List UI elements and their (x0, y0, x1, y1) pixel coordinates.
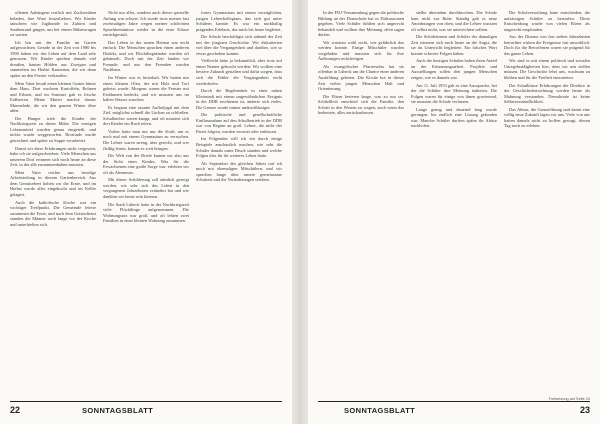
article-paragraph: Nicht nur alles, sondern auch dieser spezielle Anfang war schwer. Ich wurde trotz meiner fast zweimaligen Jahre wegen meiner schlechten Sprachkenntnisse wieder in die erste Klasse zurückgestuft. (103, 10, 189, 38)
left-page (0, 0, 292, 424)
article-paragraph: Das Leben in der neuen Heimat war nicht einfach. Die Menschen sprachen einen anderen Dialekt, und wir Flüchtlingskinder wurden oft gehänselt. Doch mit der Zeit fanden wir Freunde, und aus den Fremden wurden Nachbarn. (103, 39, 189, 73)
article-column (196, 10, 282, 400)
article-paragraph: Wir sind es mit einem politisch und sozialen Unregelmäßigkeiten hier, dem wir uns stellen müssen. Die Geschichte lehrt uns, wachsam zu bleiben und für die Freiheit einzutreten. (504, 58, 590, 81)
article-column (318, 10, 404, 400)
article-paragraph: Vorher hatte man nur nur die Kraft, um es noch mal mit einem Gymnasium zu versuchen. Die Lehrer waren streng, aber gerecht, und wer fleißig lernte, konnte es weit bringen. (103, 128, 189, 151)
article-paragraph: Im Winter war es bitterkalt. Wir hatten nur einen kleinen Ofen, der mit Holz und Torf geheizt wurde. Morgens waren die Fenster mit Eisblumen bedeckt, und wir mussten uns im kalten Wasser waschen. (103, 75, 189, 103)
article-paragraph: Im Folgenden will ich ein durch einige Beispiele anschaulich machen, wie sehr die Schüler damals unter Druck standen und welche Folgen dies für ihr weiteres Leben hatte. (196, 136, 282, 159)
page-footer (10, 401, 282, 418)
article-paragraph: Der Schulklasse Erfahrungen der Direktor in der Geschichtsbetrachtung werden heute als Mahnung verstanden. Demokratie ist keine Selbstverständlichkeit. (504, 82, 590, 105)
article-paragraph: Die Welt von der Briefe kamen wir also aus der Sicht eines Kindes. Was für die Erwachsenen eine große Sorge war, erlebten wir oft als Abenteuer. (103, 153, 189, 175)
article-paragraph: Mein Vater reichte uns freudige Arbeitsteilung in diesem Gartenbereich. Aus dem Gemüsebeet holten wir die Ernte, und im Herbst wurde alles eingekocht und im Keller gelagert. (10, 169, 96, 197)
article-paragraph: Als September des gleichen Jahres traf ich mich mit ehemaligen Mitschülern, und wir sprachen lange über unsere gemeinsame Schulzeit und die Veränderungen seitdem. (196, 160, 282, 183)
article-paragraph: Die Stadt Lübeck hatte in der Nachkriegszeit viele Flüchtlinge aufgenommen. Die Wohnungsnot war groß, und oft lebten zwei Familien in einer kleinen Wohnung zusammen. (103, 201, 189, 224)
article-paragraph: Vielleicht hätte ja bekanntlich, aber trotz auf einen Nenner gebracht werden: Wir wollten eine bessere Zukunft gestalten und dafür sorgen, dass sich die Fehler der Vergangenheit nicht wiederholen. (196, 58, 282, 86)
article-paragraph: Mein Vater besaß einen kleinen Garten hinter dem Haus. Dort wuchsen Kartoffeln, Bohnen und Erbsen, und im Sommer gab es frische Erdbeeren. Meine Mutter machte daraus Marmelade, die wir den ganzen Winter über aßen. (10, 80, 96, 114)
page-gutter (292, 0, 308, 424)
article-paragraph: Die Schülerinnen und Schüler der damaligen Zeit erinnern sich noch heute an die Angst, die sie im Unterricht begleitete. Ein falsches Wort konnte schwere Folgen haben. (411, 34, 497, 56)
article-paragraph: Ich bin mit der Familie im Garten aufgewachsen. Gerade in der Zeit von 1980 bis 1990 haben wir das Leben auf dem Land sehr genossen. Wir Kinder spielten damals viel draußen, bauten Höhlen aus Zweigen und sammelten im Herbst Kastanien, die wir dann später an den Förster verkauften. (10, 39, 96, 79)
article-column (504, 10, 590, 400)
article-paragraph: Damit wir diese Erfahrungen nicht vergessen, habe ich sie aufgeschrieben. Viele Menschen aus unserem Dorf erinnern sich noch heute an diese Zeit, in der alle zusammenhalten mussten. (10, 145, 96, 168)
page-footer (318, 401, 590, 418)
article-paragraph: stellte übernahm durchbrochen. Die Schule kam nicht zur Ruhe. Ständig gab es neue Anordnungen von oben, und die Lehrer wussten oft selbst nicht, was sie unterrichten sollten. (411, 10, 497, 32)
article-paragraph: Auch die heutigen Schulen haben ihren Anteil an der Erinnerungsarbeit. Projekte und Ausstellungen sollen den jungen Menschen zeigen, wie es damals war. (411, 58, 497, 81)
article-paragraph: Es begann eine rasante Aufholjagd mit dem Ziel, möglichst schnell die Lücken zu schließen. Schulbücher waren knapp, und oft mussten sich drei Kinder ein Buch teilen. (103, 104, 189, 127)
right-page (308, 0, 600, 424)
article-paragraph: offenen Anhängern restlich mit Zuckerrüben beladen, ihre Ware festzuliefern. Wir Kinder tauschten wie Jugthunde in Zuhörn und Straßenrand gingen, um bei einem Rübenwagen zu warten. (10, 10, 96, 38)
article-paragraph: Lange genug und dauernd lang wurde gerungen, bis endlich eine Lösung gefunden war. Manche Schüler durften später ihr Abitur nachholen. (411, 106, 497, 129)
article-paragraph: Am 11. Juli 1953 gab es eine Aussprache, bei der die Schüler ihre Meinung äußerten. Die Folgen waren für einige von ihnen gravierend, sie mussten die Schule verlassen. (411, 82, 497, 105)
right-page-columns (318, 10, 590, 400)
article-paragraph: Auch die katholische Kirche war ein wichtiger Treffpunkt. Die Gemeinde feierte zusammen die Feste, und nach dem Gottesdienst standen die Männer noch lange vor der Kirche und unterhielten sich. (10, 199, 96, 227)
publication-name: SONNTAGSBLATT (344, 406, 416, 415)
article-paragraph: Aus der Distanz von fast sieben Jahrzehnten betrachtet wirken die Ereignisse fast unwirklich. Doch für die Betroffenen waren sie prägend für das ganze Leben. (504, 34, 590, 56)
article-paragraph: In der FDJ-Versammlung gegen die politische Bildung an der Domschule hat es Diskussionen gegeben. Viele Schüler fühlten sich ungerecht behandelt und wollten ihre Meinung offen sagen dürfen. (318, 10, 404, 38)
article-column (103, 10, 189, 400)
left-page-columns (10, 10, 282, 400)
article-paragraph: Die Schule beschäftigte sich anhand der Zeit mit der jüngsten Geschichte. Wir diskutierten viel über die Vergangenheit und darüber, wie so etwas geschehen konnte. (196, 34, 282, 56)
article-paragraph: Die politische und gesellschaftliche Einflussnahme auf den Schulbetrieb in der DDR war von Beginn an groß. Lehrer, die nicht der Partei folgten, wurden versetzt oder entlassen. (196, 112, 282, 134)
article-paragraph: Durch die Begebenheit in einer nahen Kleinstadt mit einem ungewöhnlichen Ereignis in der DDR erschienen ist, änderte sich vieles. Die Grenze wurde immer undurchlässiger. (196, 88, 282, 110)
article-paragraph: Wir wussten wohl nicht, wie gefährlich das werden konnte. Einige Mitschüler wurden vorgeladen und mussten sich für ihre Äußerungen rechtfertigen. (318, 39, 404, 62)
article-paragraph: Mit dieser Schilderung soll nämlich gezeigt werden, wie sehr sich das Leben in den vergangenen Jahrzehnten verändert hat und wie dankbar wir heute sein können. (103, 177, 189, 199)
article-paragraph: Die Eltern berieten lange, was zu tun sei. Schließlich entschied sich die Familie, den Schritt in den Westen zu wagen, auch wenn das bedeutete, alles zurückzulassen. (318, 93, 404, 116)
page-number: 22 (10, 405, 21, 415)
page-number: 23 (579, 405, 590, 415)
article-paragraph: Das Abitur, die Grenzöffnung und damit eine völlig neue Zukunft lagen vor uns. Viele von uns hatten damals nicht zu hoffen gewagt, diesen Tag noch zu erleben. (504, 106, 590, 129)
article-column (411, 10, 497, 400)
article-paragraph: Der Hunger trieb die Kinder der Nachkriegszeit zu dieser Mühe. Die wenigen Lebensmittel wurden genau eingeteilt, und nichts wurde weggeworfen. Brotrinde wurde getrocknet und später zu Suppe verarbeitet. (10, 115, 96, 144)
continuation-note: Fortsetzung auf Seite 24 (548, 397, 590, 401)
article-paragraph: Die Schulverwaltung hatte entschieden, die aufsässigen Schüler zu bestrafen. Diese Entscheidung wurde von vielen Eltern als ungerecht empfunden. (504, 10, 590, 32)
publication-name: SONNTAGSBLATT (82, 406, 154, 415)
article-paragraph: fortes Gymnasium mit einem vorzüglichen, jungen Lehrerkollegium, das sich gut unter Schülern kannte. Es war ein nachhaltig prägendes Erlebnis, das mich bis heute begleitet. (196, 10, 282, 32)
article-paragraph: Als evangelischer Pfarrersohn hat sie offenbar in Lübeck um die Chance einer anderen Ausbildung gebeten. Die Kirche bot in dieser Zeit vielen jungen Menschen Halt und Orientierung. (318, 63, 404, 92)
article-column (10, 10, 96, 400)
